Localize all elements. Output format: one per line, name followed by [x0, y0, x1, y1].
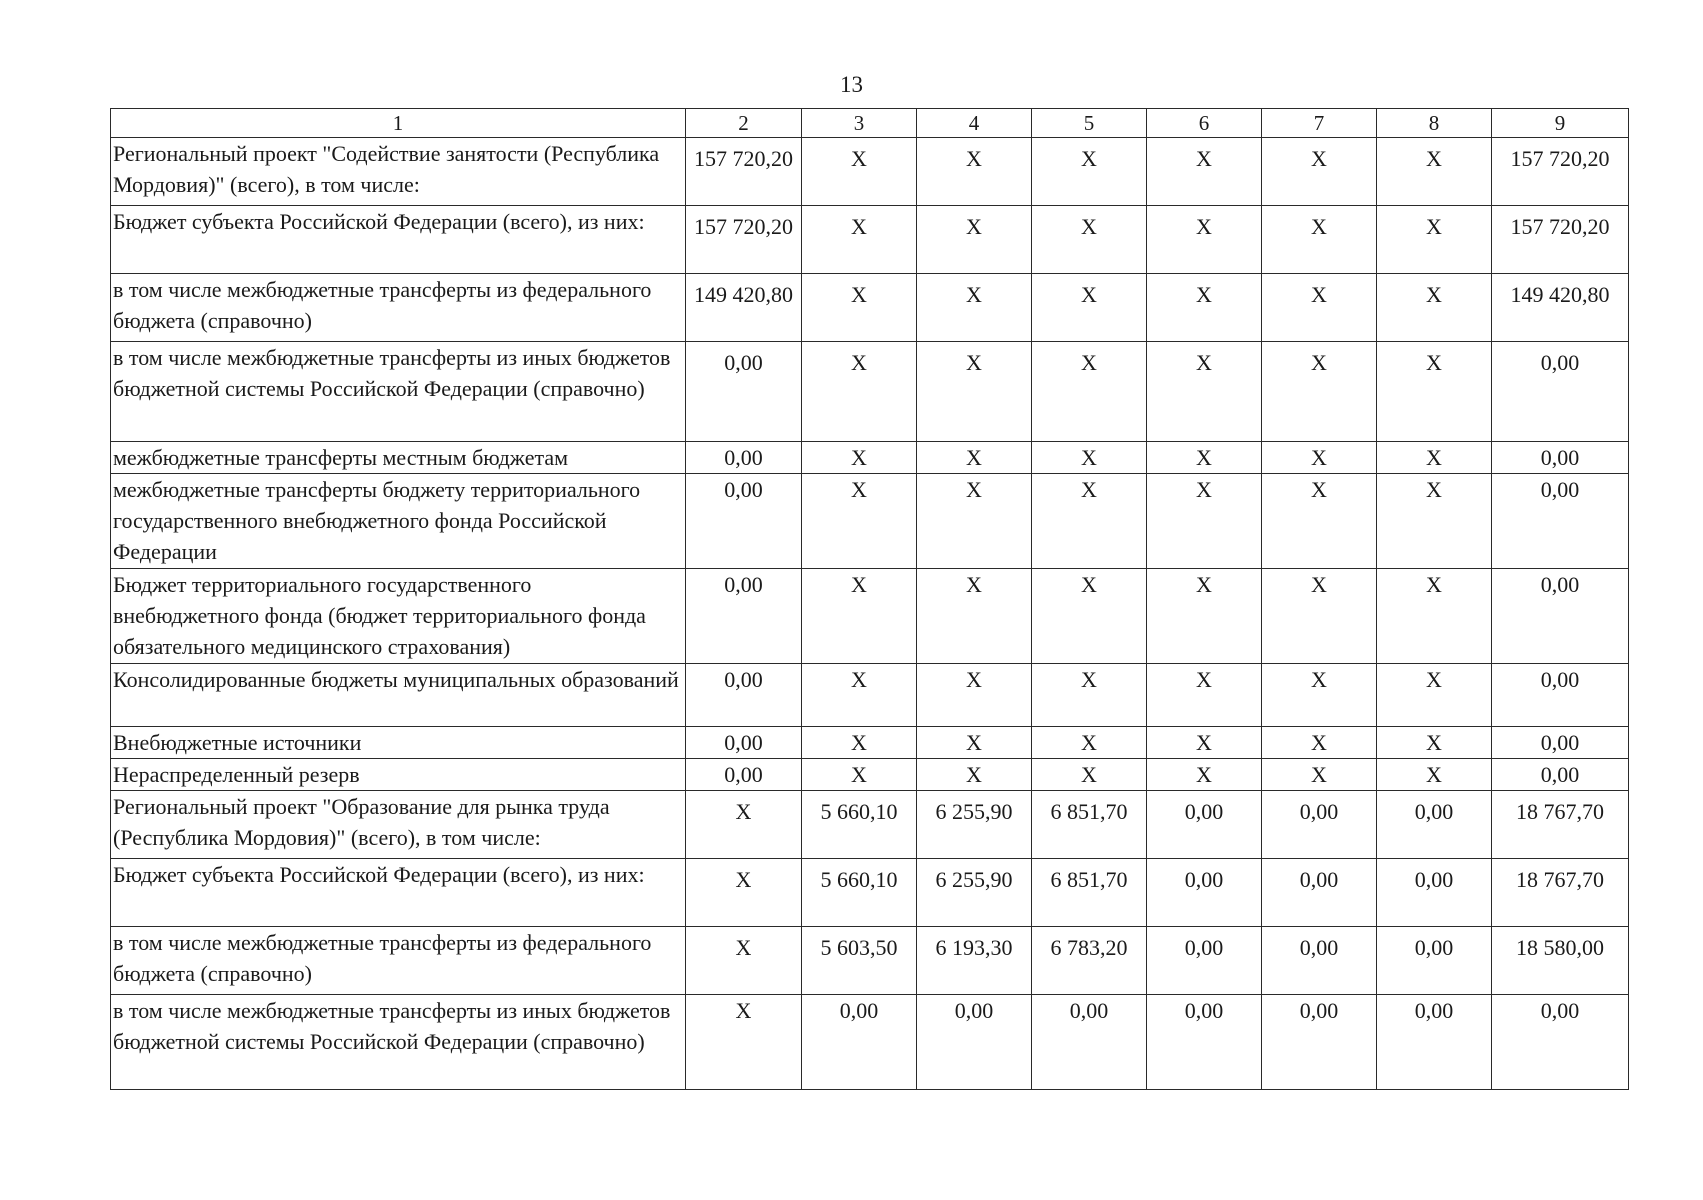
value-cell: X	[1147, 138, 1262, 206]
value-cell: X	[802, 274, 917, 342]
value-cell: 0,00	[1147, 791, 1262, 859]
value-cell: 0,00	[1492, 727, 1629, 759]
value-cell: X	[802, 759, 917, 791]
value-cell: X	[917, 727, 1032, 759]
row-label: Внебюджетные источники	[111, 727, 686, 759]
value-cell: 0,00	[1492, 474, 1629, 569]
value-cell: 6 783,20	[1032, 927, 1147, 995]
value-cell: X	[917, 206, 1032, 274]
value-cell: X	[1147, 664, 1262, 727]
value-cell: X	[1377, 664, 1492, 727]
value-cell: X	[1377, 474, 1492, 569]
value-cell: X	[686, 859, 802, 927]
value-cell: X	[1262, 274, 1377, 342]
value-cell: X	[1262, 138, 1377, 206]
value-cell: 6 193,30	[917, 927, 1032, 995]
value-cell: 5 603,50	[802, 927, 917, 995]
value-cell: 5 660,10	[802, 859, 917, 927]
value-cell: X	[1377, 727, 1492, 759]
header-cell: 5	[1032, 109, 1147, 138]
value-cell: 157 720,20	[686, 206, 802, 274]
table-row	[111, 342, 1629, 442]
value-cell: X	[1147, 474, 1262, 569]
value-cell: 6 851,70	[1032, 859, 1147, 927]
value-cell: X	[1147, 206, 1262, 274]
header-cell: 4	[917, 109, 1032, 138]
value-cell: X	[1377, 138, 1492, 206]
value-cell: X	[1377, 442, 1492, 474]
value-cell: X	[802, 569, 917, 664]
header-cell: 2	[686, 109, 802, 138]
value-cell: 5 660,10	[802, 791, 917, 859]
value-cell: X	[1032, 727, 1147, 759]
value-cell: X	[1377, 759, 1492, 791]
table-row	[111, 927, 1629, 995]
value-cell: X	[1032, 206, 1147, 274]
value-cell: 0,00	[1147, 995, 1262, 1090]
value-cell: X	[1377, 342, 1492, 442]
table-row	[111, 569, 1629, 664]
value-cell: 0,00	[1262, 859, 1377, 927]
value-cell: 0,00	[917, 995, 1032, 1090]
value-cell: X	[1032, 138, 1147, 206]
row-label: в том числе межбюджетные трансферты из федерального бюджета (справочно)	[111, 927, 686, 995]
header-cell: 1	[111, 109, 686, 138]
table-row	[111, 791, 1629, 859]
value-cell: 18 580,00	[1492, 927, 1629, 995]
value-cell: 6 255,90	[917, 791, 1032, 859]
value-cell: X	[802, 342, 917, 442]
value-cell: X	[1147, 759, 1262, 791]
table-row	[111, 664, 1629, 727]
value-cell: 0,00	[802, 995, 917, 1090]
value-cell: 0,00	[1377, 859, 1492, 927]
value-cell: 6 851,70	[1032, 791, 1147, 859]
value-cell: 0,00	[686, 342, 802, 442]
value-cell: 0,00	[1147, 927, 1262, 995]
value-cell: 157 720,20	[686, 138, 802, 206]
value-cell: X	[802, 474, 917, 569]
header-cell: 7	[1262, 109, 1377, 138]
value-cell: X	[802, 664, 917, 727]
row-label: Региональный проект "Содействие занятости (Республика Мордовия)" (всего), в том числе:	[111, 138, 686, 206]
value-cell: X	[1262, 569, 1377, 664]
value-cell: 157 720,20	[1492, 206, 1629, 274]
value-cell: X	[917, 342, 1032, 442]
value-cell: 6 255,90	[917, 859, 1032, 927]
value-cell: X	[1147, 342, 1262, 442]
value-cell: X	[1032, 759, 1147, 791]
value-cell: 18 767,70	[1492, 859, 1629, 927]
value-cell: X	[1262, 474, 1377, 569]
value-cell: X	[1262, 664, 1377, 727]
value-cell: 0,00	[1377, 927, 1492, 995]
row-label: в том числе межбюджетные трансферты из иных бюджетов бюджетной системы Российской Федерации (справочно)	[111, 995, 686, 1090]
value-cell: 0,00	[686, 442, 802, 474]
row-label: Бюджет субъекта Российской Федерации (всего), из них:	[111, 206, 686, 274]
table-row	[111, 274, 1629, 342]
value-cell: X	[1147, 569, 1262, 664]
value-cell: X	[917, 664, 1032, 727]
header-cell: 8	[1377, 109, 1492, 138]
value-cell: 0,00	[686, 664, 802, 727]
table-row	[111, 138, 1629, 206]
value-cell: X	[686, 995, 802, 1090]
value-cell: X	[1262, 727, 1377, 759]
value-cell: 0,00	[1492, 569, 1629, 664]
table-row	[111, 995, 1629, 1090]
value-cell: 0,00	[1492, 442, 1629, 474]
value-cell: X	[686, 791, 802, 859]
value-cell: 157 720,20	[1492, 138, 1629, 206]
row-label: Консолидированные бюджеты муниципальных образований	[111, 664, 686, 727]
row-label: межбюджетные трансферты местным бюджетам	[111, 442, 686, 474]
value-cell: 0,00	[1492, 664, 1629, 727]
row-label: межбюджетные трансферты бюджету территориального государственного внебюджетного фонда Российской Федерации	[111, 474, 686, 569]
value-cell: 0,00	[1147, 859, 1262, 927]
header-cell: 3	[802, 109, 917, 138]
value-cell: X	[802, 206, 917, 274]
value-cell: X	[802, 138, 917, 206]
table-row	[111, 759, 1629, 791]
value-cell: X	[1377, 274, 1492, 342]
value-cell: X	[1032, 442, 1147, 474]
row-label: в том числе межбюджетные трансферты из федерального бюджета (справочно)	[111, 274, 686, 342]
value-cell: X	[917, 759, 1032, 791]
value-cell: X	[1377, 206, 1492, 274]
value-cell: X	[1147, 274, 1262, 342]
header-cell: 6	[1147, 109, 1262, 138]
value-cell: X	[1032, 342, 1147, 442]
table-row	[111, 474, 1629, 569]
table-row	[111, 859, 1629, 927]
value-cell: 0,00	[1492, 759, 1629, 791]
value-cell: X	[802, 442, 917, 474]
value-cell: 0,00	[1377, 791, 1492, 859]
value-cell: 0,00	[1377, 995, 1492, 1090]
table-row	[111, 206, 1629, 274]
value-cell: X	[1147, 727, 1262, 759]
row-label: Бюджет субъекта Российской Федерации (всего), из них:	[111, 859, 686, 927]
value-cell: X	[917, 442, 1032, 474]
value-cell: X	[1262, 759, 1377, 791]
budget-table	[110, 108, 1629, 1090]
value-cell: X	[686, 927, 802, 995]
value-cell: 0,00	[1262, 995, 1377, 1090]
value-cell: 0,00	[1262, 791, 1377, 859]
value-cell: X	[1032, 664, 1147, 727]
value-cell: 0,00	[686, 727, 802, 759]
table-row	[111, 727, 1629, 759]
value-cell: X	[1032, 274, 1147, 342]
value-cell: X	[917, 569, 1032, 664]
value-cell: X	[1262, 206, 1377, 274]
value-cell: X	[1147, 442, 1262, 474]
value-cell: 0,00	[686, 569, 802, 664]
value-cell: 18 767,70	[1492, 791, 1629, 859]
value-cell: X	[1032, 569, 1147, 664]
value-cell: X	[917, 138, 1032, 206]
value-cell: X	[1377, 569, 1492, 664]
value-cell: 0,00	[1262, 927, 1377, 995]
value-cell: X	[1262, 442, 1377, 474]
value-cell: X	[917, 274, 1032, 342]
value-cell: 149 420,80	[1492, 274, 1629, 342]
value-cell: 0,00	[1492, 342, 1629, 442]
value-cell: X	[1262, 342, 1377, 442]
value-cell: X	[802, 727, 917, 759]
value-cell: 0,00	[1492, 995, 1629, 1090]
row-label: Бюджет территориального государственного внебюджетного фонда (бюджет территориального фонда обязательного медицинского страхования)	[111, 569, 686, 664]
row-label: в том числе межбюджетные трансферты из иных бюджетов бюджетной системы Российской Федерации (справочно)	[111, 342, 686, 442]
value-cell: X	[1032, 474, 1147, 569]
page-number: 13	[840, 72, 863, 97]
value-cell: 149 420,80	[686, 274, 802, 342]
value-cell: X	[917, 474, 1032, 569]
row-label: Нераспределенный резерв	[111, 759, 686, 791]
header-cell: 9	[1492, 109, 1629, 138]
header-row	[111, 109, 1629, 138]
value-cell: 0,00	[686, 759, 802, 791]
table-row	[111, 442, 1629, 474]
value-cell: 0,00	[1032, 995, 1147, 1090]
row-label: Региональный проект "Образование для рынка труда (Республика Мордовия)" (всего), в том числе:	[111, 791, 686, 859]
value-cell: 0,00	[686, 474, 802, 569]
